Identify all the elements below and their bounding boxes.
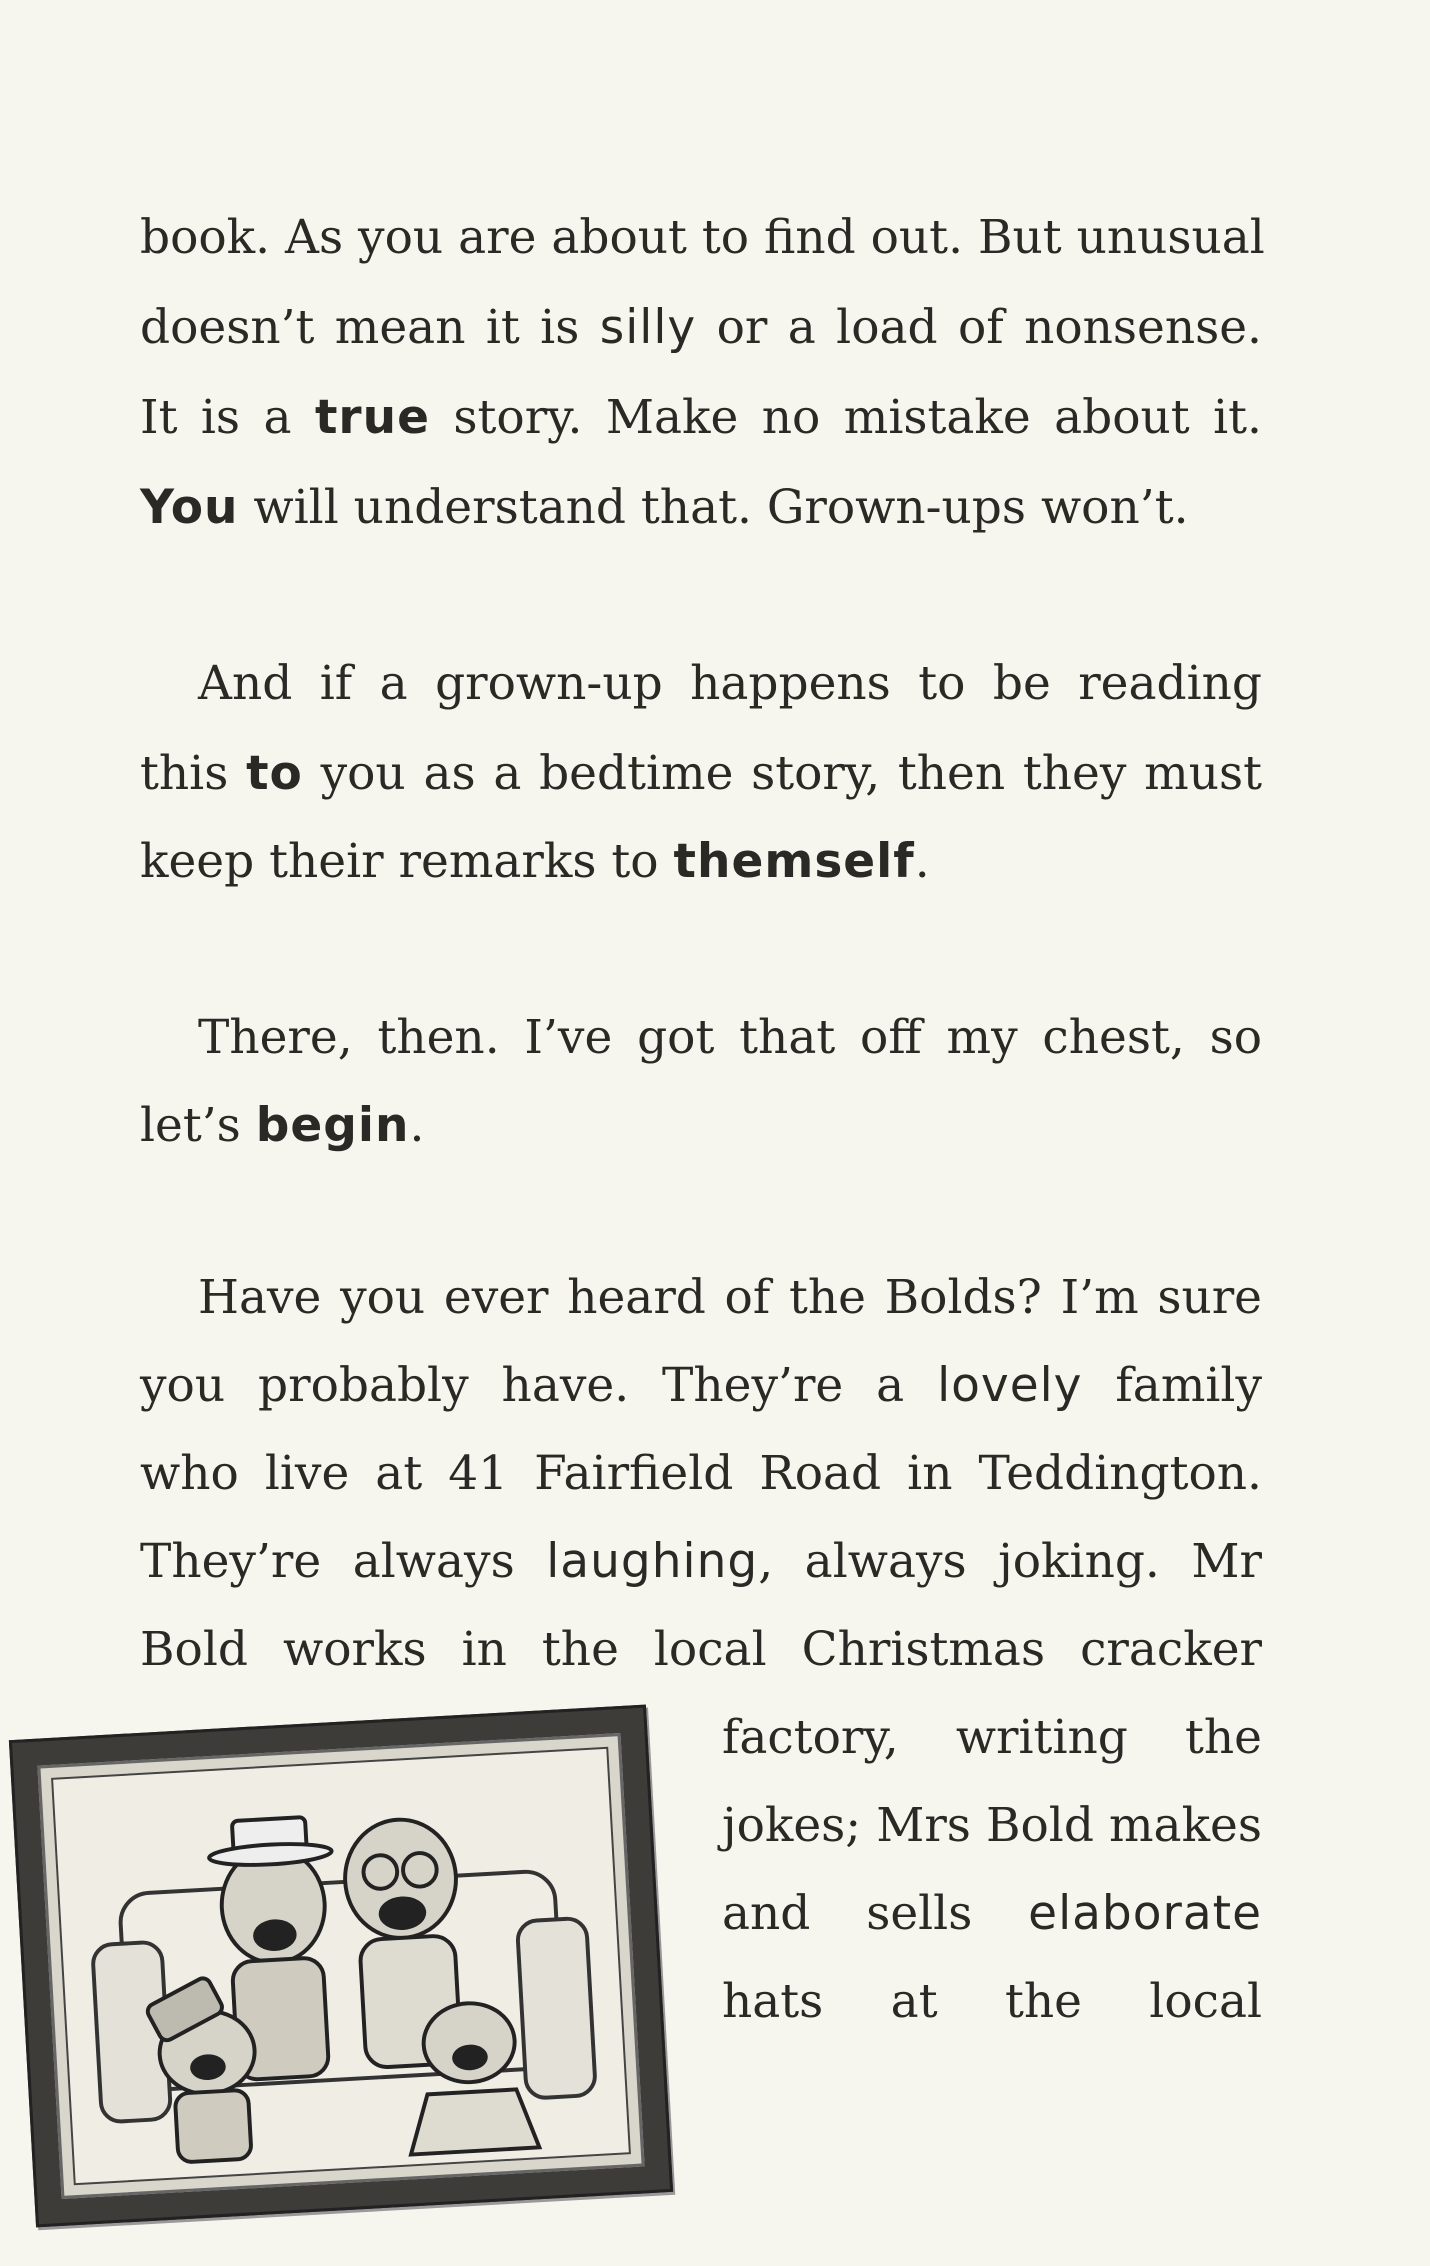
- elaborate-handwritten: elaborate: [1028, 1886, 1262, 1941]
- paragraph-4-column-line-2: jokes; Mrs Bold makes: [722, 1798, 1262, 1853]
- paragraph-1-line-3: It is a true story. Make no mistake about it.: [140, 390, 1262, 445]
- paragraph-1-line-4: You will understand that. Grown-ups won’t.: [140, 480, 1189, 535]
- you-handwritten: You: [140, 480, 239, 535]
- paragraph-4-column-line-3: and sells elaborate: [722, 1886, 1262, 1941]
- paragraph-4-line-2: you probably have. They’re a lovely family: [140, 1358, 1262, 1413]
- paragraph-4-line-1: Have you ever heard of the Bolds? I’m sure: [198, 1270, 1262, 1325]
- paragraph-4-line-4: They’re always laughing, always joking. Mr: [140, 1534, 1262, 1589]
- paragraph-4-column-line-1: factory, writing the: [722, 1710, 1262, 1765]
- lovely-handwritten: lovely: [937, 1358, 1083, 1413]
- framed-family-portrait-icon: [9, 1705, 673, 2228]
- paragraph-3-line-2: let’s begin.: [140, 1098, 425, 1153]
- paragraph-2-line-2: this to you as a bedtime story, then they must: [140, 746, 1263, 801]
- paragraph-1-line-1: book. As you are about to find out. But unusual: [140, 210, 1265, 265]
- paragraph-1-line-2: doesn’t mean it is silly or a load of nonsense.: [140, 300, 1263, 355]
- paragraph-4-column-line-4: hats at the local: [722, 1974, 1262, 2029]
- paragraph-2-line-3: keep their remarks to themself.: [140, 834, 930, 889]
- begin-handwritten: begin: [255, 1098, 410, 1153]
- to-handwritten: to: [246, 746, 303, 801]
- silly-handwritten: silly: [599, 300, 697, 355]
- themself-handwritten: themself: [673, 834, 915, 889]
- true-handwritten: true: [314, 390, 430, 445]
- family-portrait-illustration: [51, 1747, 631, 2186]
- paragraph-2-line-1: And if a grown-up happens to be reading: [198, 656, 1262, 711]
- paragraph-4-line-5: Bold works in the local Christmas cracker: [140, 1622, 1262, 1677]
- paragraph-4-line-3: who live at 41 Fairfield Road in Teddington.: [140, 1446, 1262, 1501]
- paragraph-3-line-1: There, then. I’ve got that off my chest, so: [198, 1010, 1262, 1065]
- laughing-handwritten: laughing: [546, 1534, 759, 1589]
